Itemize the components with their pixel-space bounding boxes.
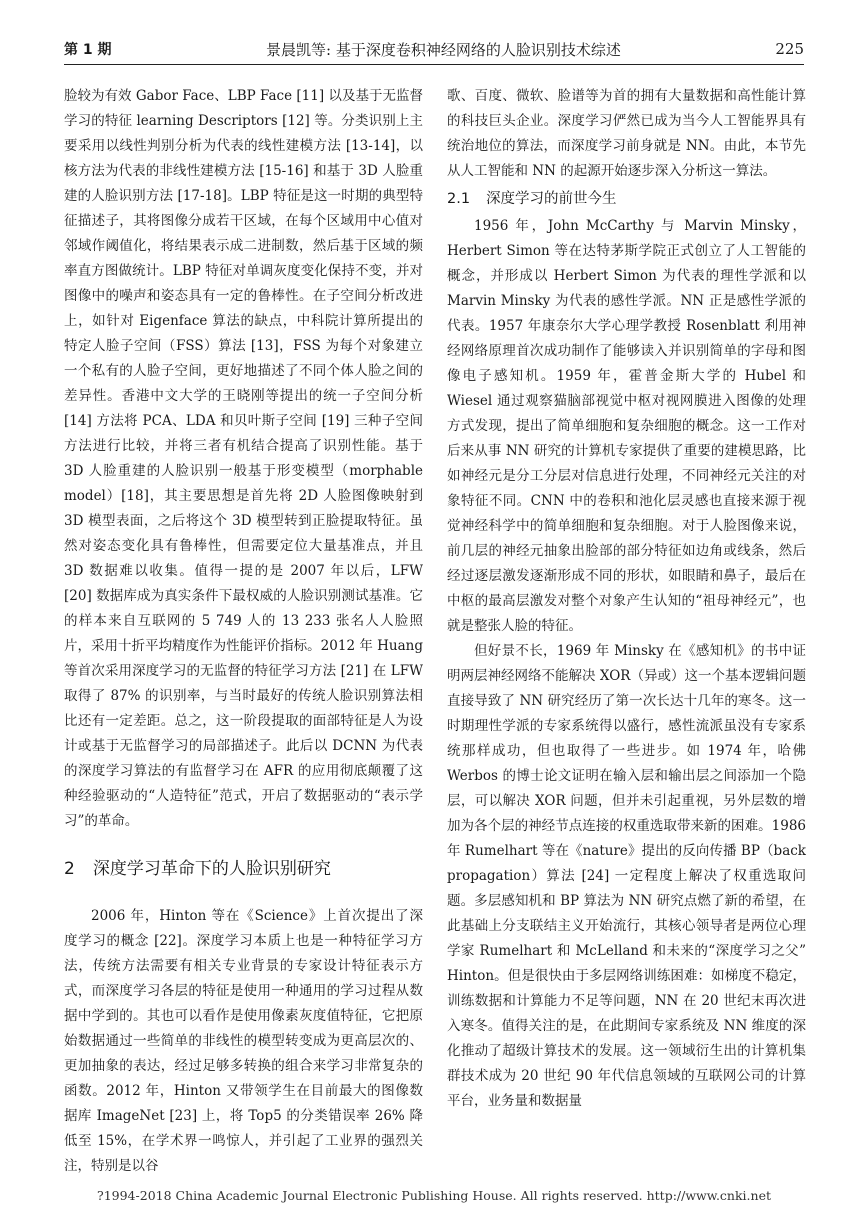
right-column bbox=[447, 84, 806, 1114]
right-paragraph-1: 歌、百度、微软、脸谱等为首的拥有大量数据和高性能计算的科技巨头企业。深度学习俨然已成为当今人工智能界具有统治地位的算法，而深度学习前身就是 NN。由此，本节先从人工智能和 NN 的起源开始逐步深入分析这一算法。 bbox=[447, 88, 806, 179]
subsection-title: 深度学习的前世今生 bbox=[486, 191, 617, 207]
right-paragraph-2: 1956 年，John McCarthy 与 Marvin Minsky，Herbert Simon 等在达特茅斯学院正式创立了人工智能的概念，并形成以 Herbert Simon 为代表的理性学派和以 Marvin Minsky 为代表的感性学派。NN 正是感性学派的代表。1957 年康奈尔大学心理学教授 Rosenblatt 利用神经网络原理首次成功制作了能够读入并识别简单的字母和图像电子感知机。1959 年，霍普金斯大学的 Hubel 和 Wiesel 通过观察猫脑部视觉中枢对视网膜进入图像的处理方式发现，提出了简单细胞和复杂细胞的概念。这一工作对后来从事 NN 研究的计算机专家提供了重要的建模思路，比如神经元是分工分层对信息进行处理，不同神经元关注的对象特征不同。CNN 中的卷积和池化层灵感也直接来源于视觉神经科学中的简单细胞和复杂细胞。对于人脸图像来说，前几层的神经元抽象出脸部的部分特征如边角或线条，然后经过逐层激发逐渐形成不同的形状，如眼睛和鼻子，最后在中枢的最高层激发对整个对象产生认知的“祖母神经元”，也就是整张人脸的特征。 bbox=[447, 218, 806, 634]
section-heading bbox=[64, 856, 423, 882]
subsection-number: 2.1 bbox=[447, 191, 471, 207]
left-paragraph-1: 脸较为有效 Gabor Face、LBP Face [11] 以及基于无监督学习的特征 learning Descriptors [12] 等。分类识别上主要采用以线性判别分析为代表的线性建模方法 [13-14]，以核方法为代表的非线性建模方法 [15-16] 和基于 3D 人脸重建的人脸识别方法 [17-18]。LBP 特征是这一时期的典型特征描述子，其将图像分成若干区域，在每个区域用中心值对邻域作阈值化，将结果表示成二进制数，然后基于区域的频率直方图做统计。LBP 特征对单调灰度变化保持不变，并对图像中的噪声和姿态具有一定的鲁棒性。在子空间分析改进上，如针对 Eigenface 算法的缺点，中科院计算所提出的特定人脸子空间（FSS）算法 [13]，FSS 为每个对象建立一个私有的人脸子空间，更好地描述了不同个体人脸之间的差异性。香港中文大学的王晓刚等提出的统一子空间分析 [14] 方法将 PCA、LDA 和贝叶斯子空间 [19] 三种子空间方法进行比较，并将三者有机结合提高了识别性能。基于 3D 人脸重建的人脸识别一般基于形变模型（morphable model）[18]，其主要思想是首先将 2D 人脸图像映射到 3D 模型表面，之后将这个 3D 模型转到正脸提取特征。虽然对姿态变化具有鲁棒性，但需要定位大量基准点，并且 3D 数据难以收集。值得一提的是 2007 年以后，LFW [20] 数据库成为真实条件下最权威的人脸识别测试基准。它的样本来自互联网的 5 749 人的 13 233 张名人人脸照片，采用十折平均精度作为性能评价指标。2012 年 Huang 等首次采用深度学习的无监督的特征学习方法 [21] 在 LFW 取得了 87% 的识别率，与当时最好的传统人脸识别算法相比还有一定差距。总之，这一阶段提取的面部特征是人为设计或基于无监督学习的局部描述子。此后以 DCNN 为代表的深度学习算法的有监督学习在 AFR 的应用彻底颠覆了这种经验驱动的“人造特征”范式，开启了数据驱动的“表示学习”的革命。 bbox=[64, 88, 423, 829]
copyright-footer: ?1994-2018 China Academic Journal Electronic Publishing House. All rights reserved. http://www.cnki.net bbox=[97, 1188, 771, 1203]
left-paragraph-2: 2006 年，Hinton 等在《Science》上首次提出了深度学习的概念 [22]。深度学习本质上也是一种特征学习方法，传统方法需要有相关专业背景的专家设计特征表示方式，而深度学习各层的特征是使用一种通用的学习过程从数据中学到的。其也可以看作是使用像素灰度值特征，它把原始数据通过一些简单的非线性的模型转变成为更高层次的、更加抽象的表达，经过足够多转换的组合来学习非常复杂的函数。2012 年，Hinton 又带领学生在目前最大的图像数据库 ImageNet [23] 上，将 Top5 的分类错误率 26% 降低至 15%，在学术界一鸣惊人，并引起了工业界的强烈关注，特别是以谷 bbox=[64, 908, 423, 1174]
page-number: 225 bbox=[775, 40, 804, 58]
section-title: 深度学习革命下的人脸识别研究 bbox=[92, 859, 331, 879]
right-paragraph-3: 但好景不长，1969 年 Minsky 在《感知机》的书中证明两层神经网络不能解决 XOR（异或）这一个基本逻辑问题直接导致了 NN 研究经历了第一次长达十几年的寒冬。这一时期理性学派的专家系统得以盛行，感性流派虽没有专家系统那样成功，但也取得了一些进步。如 1974 年，哈佛 Werbos 的博士论文证明在输入层和输出层之间添加一个隐层，可以解决 XOR 问题，但并未引起重视，另外层数的增加为各个层的神经节点连接的权重选取带来新的困难。1986 年 Rumelhart 等在《nature》提出的反向传播 BP（back propagation）算法 [24] 一定程度上解决了权重选取问题。多层感知机和 BP 算法为 NN 研究点燃了新的希望，在此基础上分支联结主义开始流行，其核心领导者是两位心理学家 Rumelhart 和 McLelland 和未来的“深度学习之父” Hinton。但是很快由于多层网络训练困难：如梯度不稳定，训练数据和计算能力不足等问题，NN 在 20 世纪末再次进入寒冬。值得关注的是，在此期间专家系统及 NN 维度的深化推动了超级计算技术的发展。这一领域衍生出的计算机集群技术成为 20 世纪 90 年代信息领域的互联网公司的计算平台，业务量和数据量 bbox=[447, 643, 806, 1109]
header-rule bbox=[64, 64, 804, 65]
left-column bbox=[64, 84, 423, 1179]
running-title: 景晨凯等: 基于深度卷积神经网络的人脸识别技术综述 bbox=[266, 40, 621, 59]
subsection-heading bbox=[447, 186, 806, 212]
section-number: 2 bbox=[64, 859, 75, 879]
running-header bbox=[64, 38, 804, 60]
issue-label: 第 1 期 bbox=[64, 42, 112, 58]
